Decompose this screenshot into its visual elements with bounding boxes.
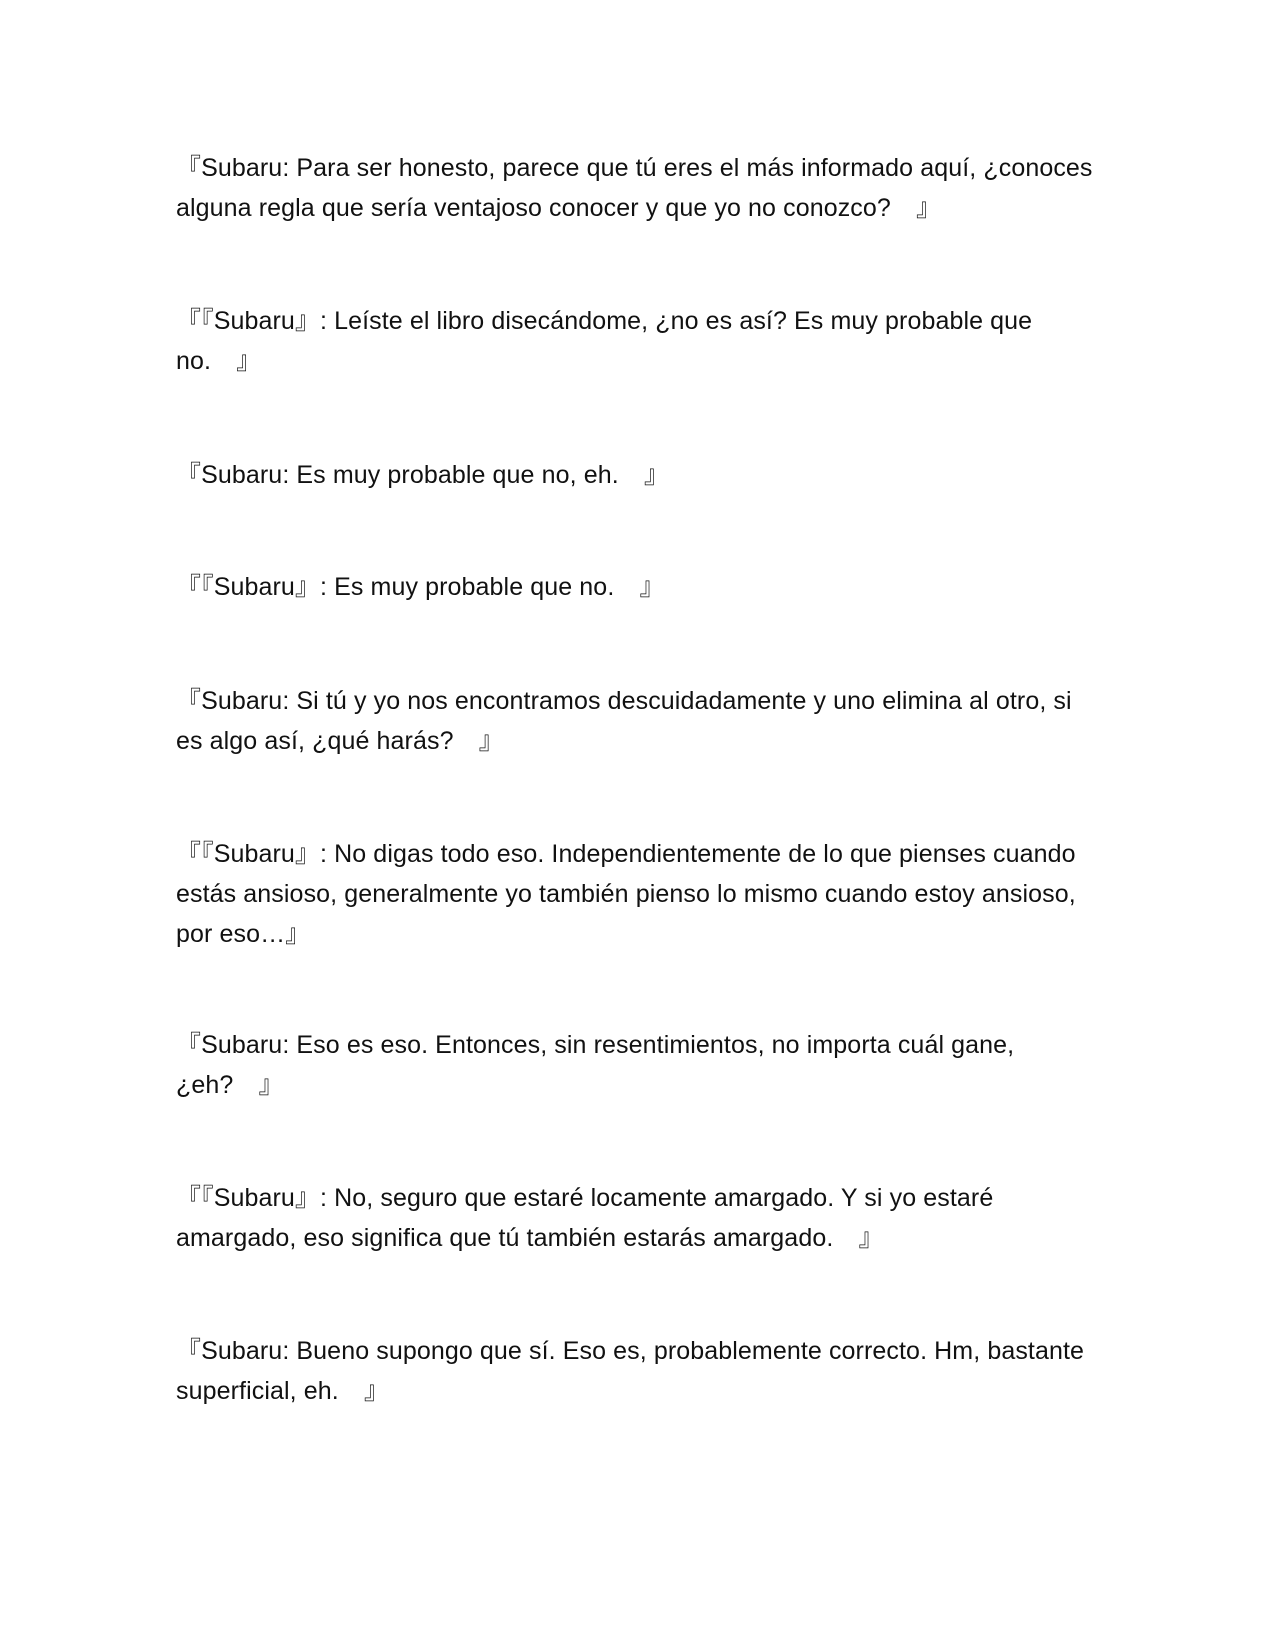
dialogue-paragraph: 『Subaru: Si tú y yo nos encontramos descuidadamente y uno elimina al otro, si es algo así, ¿qué harás? 』 (176, 687, 1072, 755)
dialogue-paragraph: 『Subaru: Es muy probable que no, eh. 』 (176, 461, 669, 489)
dialogue-paragraph: 『『Subaru』: Leíste el libro disecándome, ¿no es así? Es muy probable que no. 』 (176, 307, 1033, 375)
dialogue-paragraph: 『Subaru: Bueno supongo que sí. Eso es, probablemente correcto. Hm, bastante superficial, eh. 』 (176, 1337, 1085, 1405)
dialogue-paragraph: 『Subaru: Eso es eso. Entonces, sin resentimientos, no importa cuál gane, ¿eh? 』 (176, 1031, 1015, 1099)
dialogue-paragraph: 『『Subaru』: No digas todo eso. Independientemente de lo que pienses cuando estás ansioso, generalmente yo también pienso lo mismo cuando estoy ansioso, por eso…』 (176, 840, 1076, 948)
dialogue-paragraph: 『Subaru: Para ser honesto, parece que tú eres el más informado aquí, ¿conoces alguna regla que sería ventajoso conocer y que yo no conozco? 』 (176, 154, 1093, 222)
dialogue-paragraph: 『『Subaru』: No, seguro que estaré locamente amargado. Y si yo estaré amargado, eso significa que tú también estarás amargado. 』 (176, 1184, 994, 1252)
dialogue-paragraph: 『『Subaru』: Es muy probable que no. 』 (176, 573, 665, 601)
